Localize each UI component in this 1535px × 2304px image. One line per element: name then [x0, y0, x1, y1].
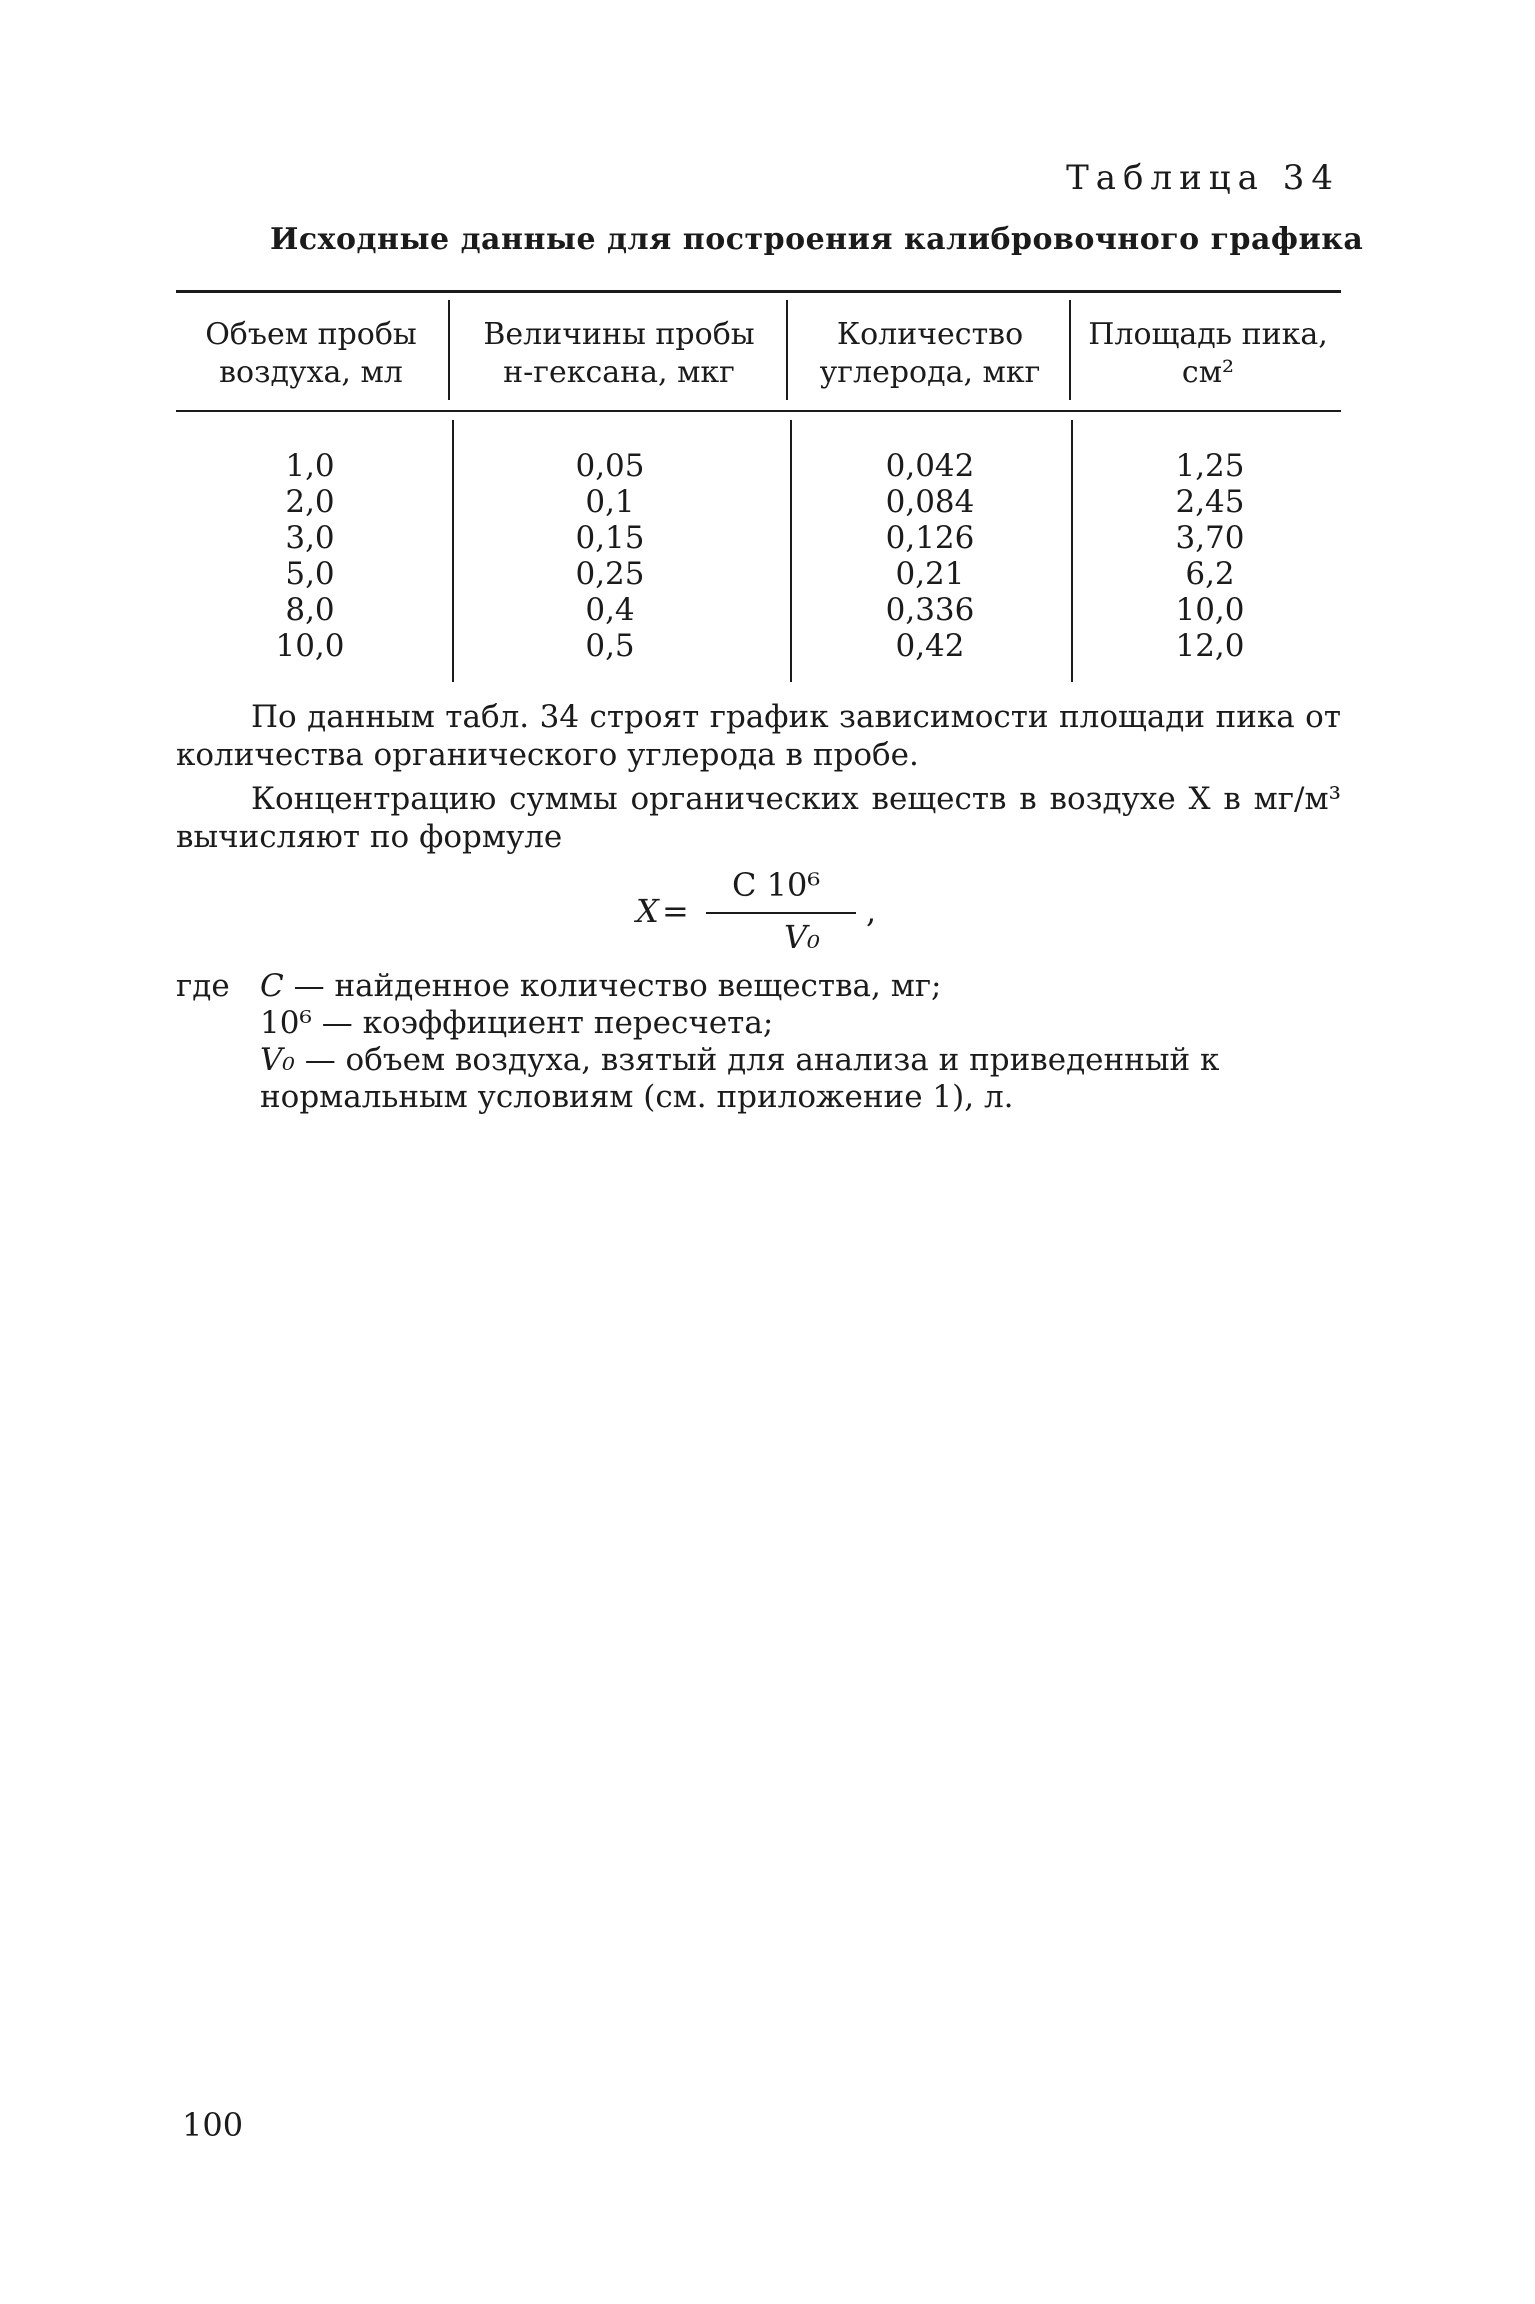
table-cell: 0,5 [585, 628, 635, 664]
column-header-line: см² [1181, 355, 1235, 390]
column-header-line: Объем пробы [205, 317, 417, 352]
table-cell: 1,0 [285, 448, 335, 484]
body-divider-1 [452, 420, 454, 682]
formula-definitions [176, 968, 1341, 1116]
definition-coefficient [176, 1005, 1341, 1042]
table-cell: 3,0 [285, 520, 335, 556]
table-cell: 10,0 [275, 628, 345, 664]
table-cell: 0,1 [585, 484, 635, 520]
header-divider-3 [1069, 300, 1071, 400]
formula-trailing-comma: , [866, 892, 877, 930]
table-cell: 12,0 [1175, 628, 1245, 664]
column-header-line: Величины пробы [483, 317, 755, 352]
table-header-rule [176, 410, 1341, 412]
formula-numerator: C 10⁶ [732, 866, 821, 904]
column-header-hexane-amount [454, 316, 784, 392]
column-header-air-volume [176, 316, 446, 392]
column-peak-area [1150, 448, 1270, 664]
table-cell: 10,0 [1175, 592, 1245, 628]
table-cell: 0,42 [895, 628, 965, 664]
table-cell: 0,25 [575, 556, 645, 592]
table-title: Исходные данные для построения калибровочного графика [270, 222, 1364, 257]
column-header-line: Количество [836, 317, 1024, 352]
table-caption: Таблица 34 [1066, 158, 1340, 198]
column-header-peak-area [1073, 316, 1343, 392]
body-divider-2 [790, 420, 792, 682]
column-hexane-amount [550, 448, 670, 664]
table-cell: 0,084 [885, 484, 975, 520]
definition-text: — найденное количество вещества, мг; [293, 968, 942, 1004]
table-cell: 0,126 [885, 520, 975, 556]
formula-fraction-bar [706, 912, 856, 914]
column-air-volume [250, 448, 370, 664]
definition-text: — объем воздуха, взятый для анализа и приведенный к нормальным условиям (см. приложение 1), л. [260, 1042, 1220, 1115]
table-cell: 6,2 [1185, 556, 1235, 592]
definition-c [176, 968, 1341, 1005]
header-divider-1 [448, 300, 450, 400]
table-cell: 0,042 [885, 448, 975, 484]
concentration-formula [636, 862, 896, 972]
column-carbon-amount [860, 448, 1000, 664]
column-header-line: воздуха, мл [219, 355, 403, 390]
page-number: 100 [182, 2106, 244, 2144]
table-cell: 0,05 [575, 448, 645, 484]
table-top-rule [176, 290, 1341, 293]
definition-symbol: V₀ [260, 1042, 295, 1078]
definition-text: — коэффициент пересчета; [321, 1005, 774, 1041]
definition-symbol: C [260, 968, 284, 1004]
paragraph-graph-instruction: По данным табл. 34 строят график зависимости площади пика от количества органического углерода в пробе. [176, 699, 1341, 773]
column-header-line: н-гексана, мкг [503, 355, 735, 390]
column-header-line: углерода, мкг [819, 355, 1041, 390]
table-cell: 0,4 [585, 592, 635, 628]
definition-lead-word: где [176, 968, 230, 1004]
table-cell: 0,15 [575, 520, 645, 556]
paragraph-concentration-formula-intro: Концентрацию суммы органических веществ в воздухе X в мг/м³ вычисляют по формуле [176, 781, 1341, 855]
column-header-carbon-amount [792, 316, 1068, 392]
formula-lhs: X [636, 892, 659, 930]
definition-symbol: 10⁶ [260, 1005, 312, 1041]
table-cell: 0,336 [885, 592, 975, 628]
table-cell: 2,0 [285, 484, 335, 520]
table-cell: 5,0 [285, 556, 335, 592]
definition-v0 [176, 1042, 1341, 1116]
column-header-line: Площадь пика, [1088, 317, 1328, 352]
table-cell: 8,0 [285, 592, 335, 628]
table-cell: 1,25 [1175, 448, 1245, 484]
formula-denominator: V₀ [784, 918, 820, 956]
table-cell: 2,45 [1175, 484, 1245, 520]
table-cell: 3,70 [1175, 520, 1245, 556]
formula-equals: = [662, 892, 689, 930]
header-divider-2 [786, 300, 788, 400]
body-divider-3 [1071, 420, 1073, 682]
table-cell: 0,21 [895, 556, 965, 592]
